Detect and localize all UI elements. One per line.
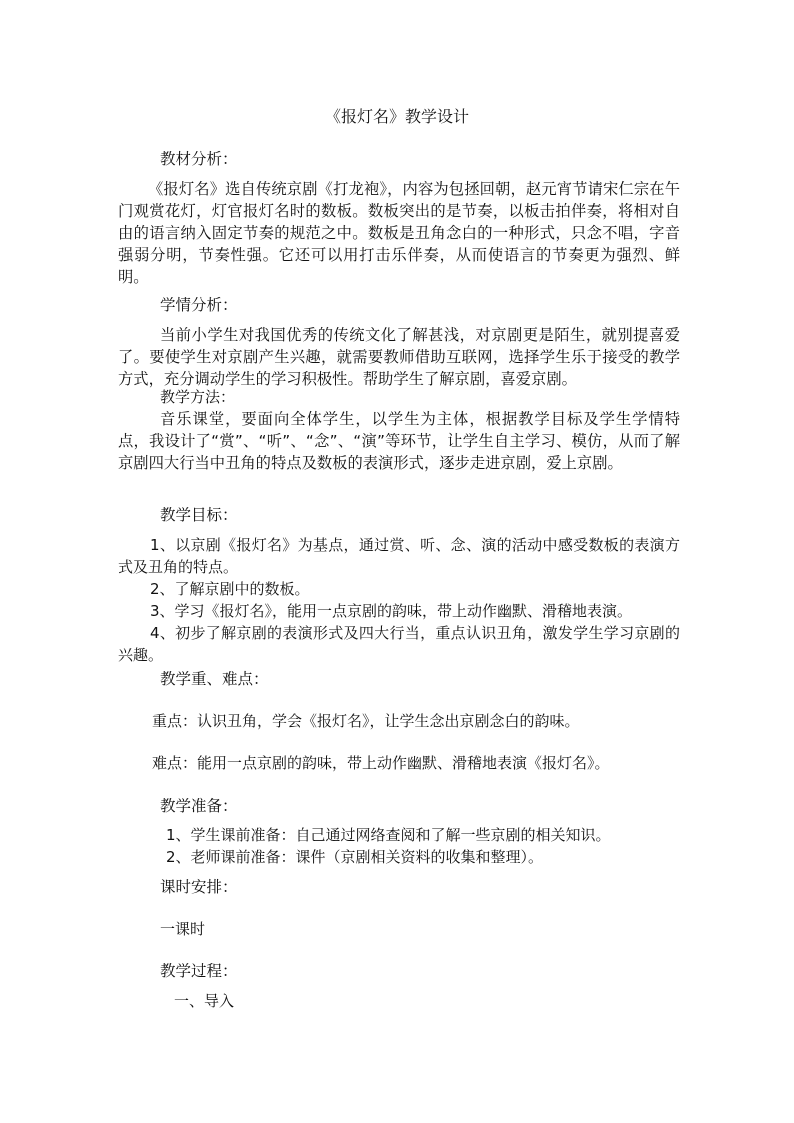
heading-key-difficult-points: 教学重、难点： <box>160 670 269 688</box>
prep-item-2: 2、老师课前准备：课件（京剧相关资料的收集和整理）。 <box>166 848 544 866</box>
process-step-1: 一、导入 <box>174 992 235 1010</box>
goal-item-1: 1、以京剧《报灯名》为基点，通过赏、听、念、演的活动中感受数板的表演方式及丑角的特点。 <box>118 536 680 576</box>
heading-teaching-process: 教学过程： <box>160 962 238 980</box>
document-title: 《报灯名》教学设计 <box>324 107 469 126</box>
heading-teaching-method: 教学方法： <box>160 388 236 406</box>
heading-textbook-analysis: 教材分析： <box>160 150 238 168</box>
goal-item-3: 3、学习《报灯名》，能用一点京剧的韵味，带上动作幽默、滑稽地表演。 <box>150 602 633 620</box>
difficult-point: 难点：能用一点京剧的韵味，带上动作幽默、滑稽地表演《报灯名》。 <box>152 754 610 772</box>
paragraph-teaching-method: 音乐课堂，要面向全体学生，以学生为主体，根据教学目标及学生学情特点，我设计了“赏”、“听”、“念”、“演”等环节，让学生自主学习、模仿，从而了解京剧四大行当中丑角的特点及数板的表演形式，逐步走进京剧，爱上京剧。 <box>118 410 680 472</box>
goal-item-2: 2、了解京剧中的数板。 <box>150 580 310 598</box>
paragraph-student-analysis: 当前小学生对我国优秀的传统文化了解甚浅，对京剧更是陌生，就别提喜爱了。要使学生对京剧产生兴趣，就需要教师借助互联网，选择学生乐于接受的教学方式，充分调动学生的学习积极性。帮助学生了解京剧，喜爱京剧。 <box>118 326 680 388</box>
goal-item-4: 4、初步了解京剧的表演形式及四大行当，重点认识丑角，激发学生学习京剧的兴趣。 <box>118 624 680 664</box>
prep-item-1: 1、学生课前准备：自己通过网络查阅和了解一些京剧的相关知识。 <box>166 826 611 844</box>
schedule-text: 一课时 <box>160 920 206 938</box>
heading-class-schedule: 课时安排： <box>160 878 238 896</box>
heading-student-analysis: 学情分析： <box>160 296 238 314</box>
heading-teaching-goals: 教学目标： <box>160 506 238 524</box>
paragraph-textbook-analysis: 《报灯名》选自传统京剧《打龙袍》，内容为包拯回朝，赵元宵节请宋仁宗在午门观赏花灯，灯官报灯名时的数板。数板突出的是节奏，以板击拍伴奏，将相对自由的语言纳入固定节奏的规范之中。数板是丑角念白的一种形式，只念不唱，字音强弱分明，节奏性强。它还可以用打击乐伴奏，从而使语言的节奏更为强烈、鲜明。 <box>118 180 680 286</box>
heading-teaching-preparation: 教学准备： <box>160 797 238 815</box>
key-point: 重点：认识丑角，学会《报灯名》，让学生念出京剧念白的韵味。 <box>152 712 580 730</box>
